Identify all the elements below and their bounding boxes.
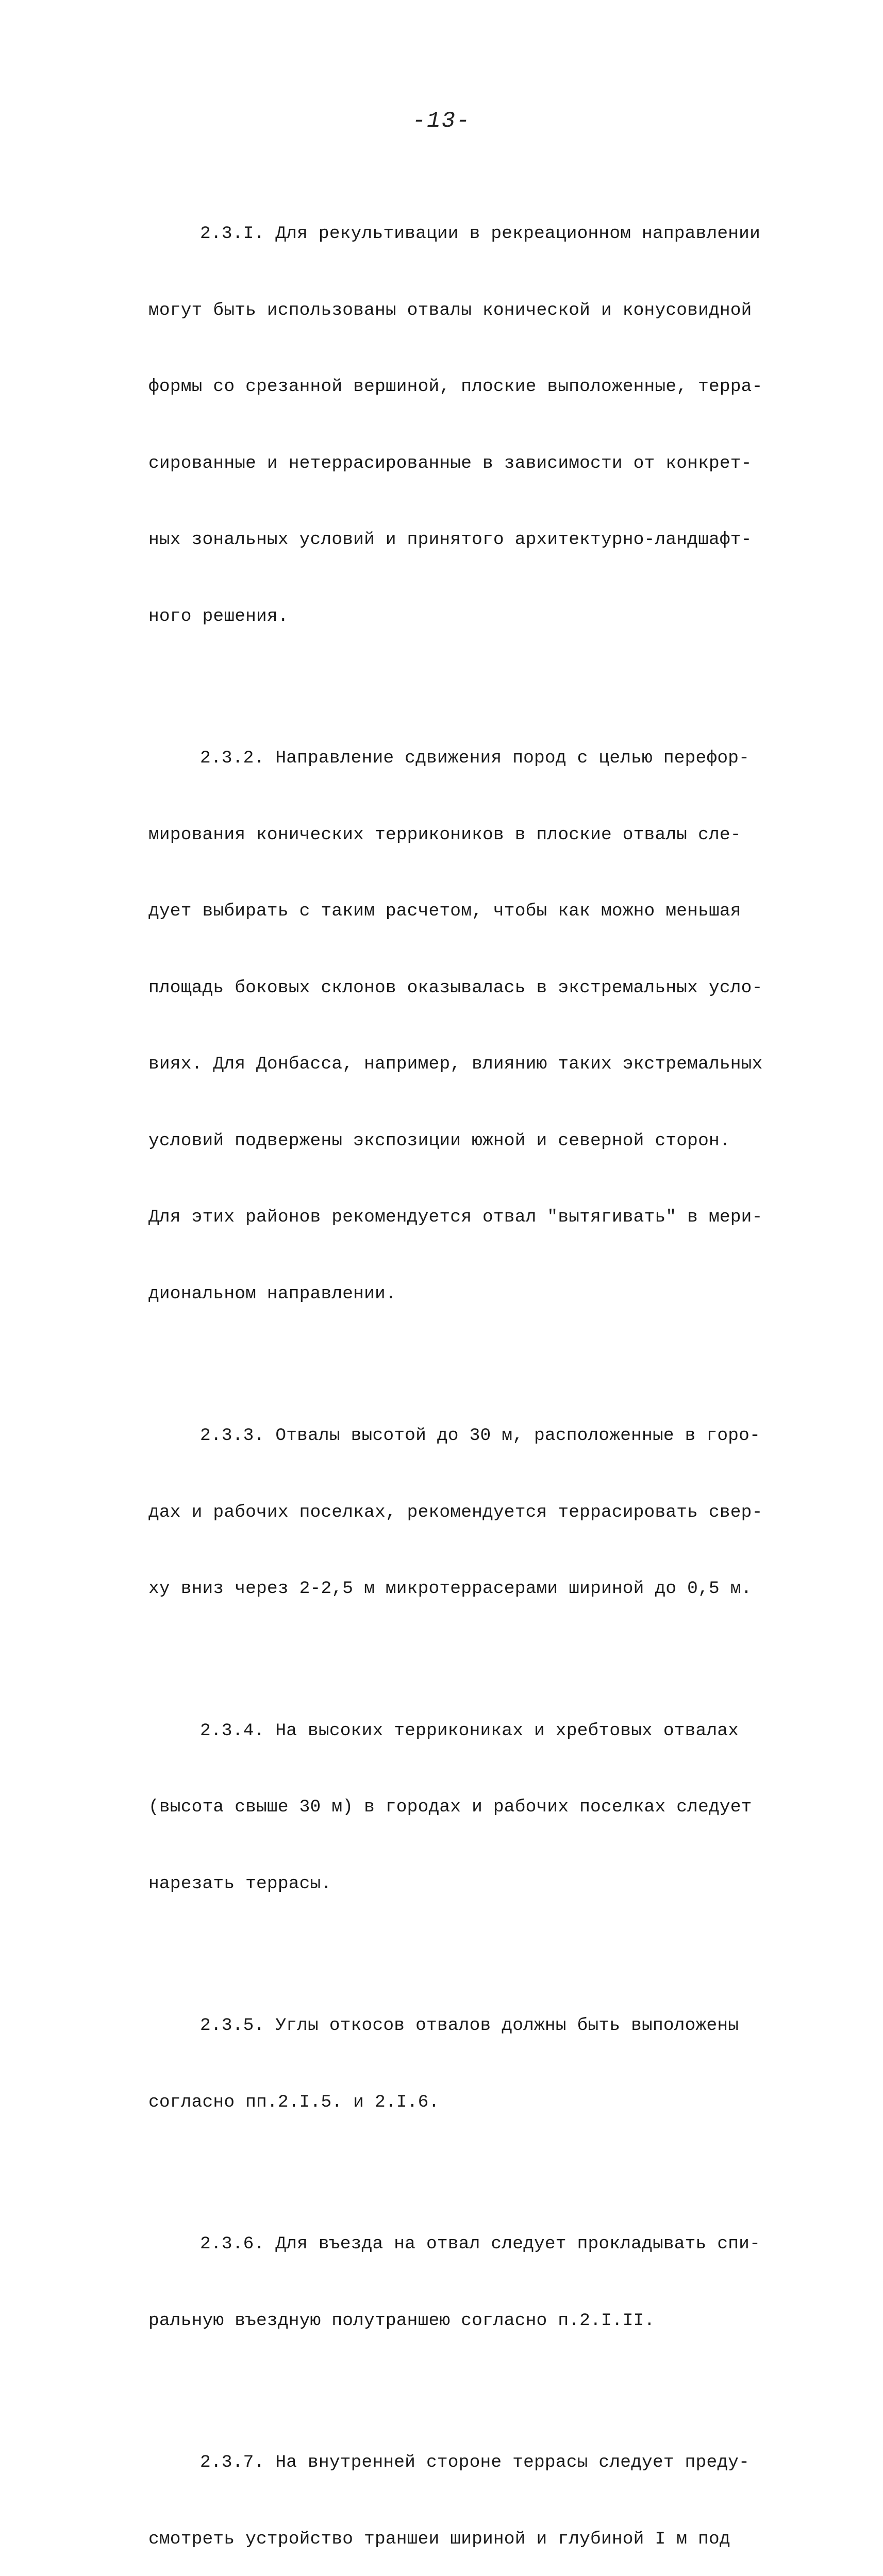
text-line: диональном направлении. bbox=[148, 1283, 396, 1304]
text-line: 2.3.2. Направление сдвижения пород с целью перефор- bbox=[200, 748, 750, 768]
text-line: виях. Для Донбасса, например, влиянию таких экстремальных bbox=[148, 1054, 763, 1074]
text-line: нарезать террасы. bbox=[148, 1873, 332, 1894]
text-line: формы со срезанной вершиной, плоские выположенные, терра- bbox=[148, 377, 763, 397]
text-line: 2.3.I. Для рекультивации в рекреационном направлении bbox=[200, 224, 760, 244]
text-line: 2.3.6. Для въезда на отвал следует прокладывать спи- bbox=[200, 2234, 760, 2254]
paragraph-2-3-1 bbox=[148, 170, 763, 680]
document-body bbox=[148, 170, 763, 2576]
text-line: 2.3.7. На внутренней стороне террасы следует преду- bbox=[200, 2452, 750, 2472]
text-line: могут быть использованы отвалы конической и конусовидной bbox=[148, 300, 752, 320]
text-line: смотреть устройство траншеи шириной и глубиной I м под bbox=[148, 2529, 730, 2549]
text-line: 2.3.5. Углы откосов отвалов должны быть выположены bbox=[200, 2015, 739, 2036]
text-line: мирования конических терриконикoв в плоские отвалы сле- bbox=[148, 824, 741, 845]
text-line: условий подвержены экспозиции южной и северной сторон. bbox=[148, 1130, 730, 1151]
page-number: -13- bbox=[412, 108, 471, 134]
text-line: ральную въездную полутраншею согласно п.2.I.II. bbox=[148, 2310, 655, 2331]
text-line: (высота свыше 30 м) в городах и рабочих поселках следует bbox=[148, 1797, 752, 1817]
text-line: площадь боковых склонов оказывалась в экстремальных усло- bbox=[148, 977, 763, 998]
text-line: 2.3.3. Отвалы высотой до 30 м, расположенные в горо- bbox=[200, 1426, 760, 1446]
text-line: ных зональных условий и принятого архитектурно-ландшафт- bbox=[148, 530, 752, 550]
paragraph-2-3-4 bbox=[148, 1667, 752, 1948]
paragraph-2-3-6 bbox=[148, 2180, 760, 2384]
text-line: согласно пп.2.I.5. и 2.I.6. bbox=[148, 2092, 440, 2112]
paragraph-2-3-5 bbox=[148, 1962, 741, 2166]
text-line: дует выбирать с таким расчетом, чтобы как можно меньшая bbox=[148, 901, 741, 921]
text-line: дах и рабочих поселках, рекомендуется террасировать свер- bbox=[148, 1502, 763, 1522]
text-line: ного решения. bbox=[148, 606, 289, 626]
paragraph-2-3-7 bbox=[148, 2399, 750, 2576]
text-line: ху вниз через 2-2,5 м микротеррасерами шириной до 0,5 м. bbox=[148, 1579, 752, 1599]
paragraph-2-3-3 bbox=[148, 1372, 763, 1653]
text-line: 2.3.4. На высоких терриконикaх и хребтовых отвалах bbox=[200, 1720, 739, 1741]
text-line: сированные и нетеррасированные в зависимости от конкрет- bbox=[148, 453, 752, 473]
paragraph-2-3-2 bbox=[148, 694, 763, 1358]
text-line: Для этих районов рекомендуется отвал "вытягивать" в мери- bbox=[148, 1207, 763, 1227]
